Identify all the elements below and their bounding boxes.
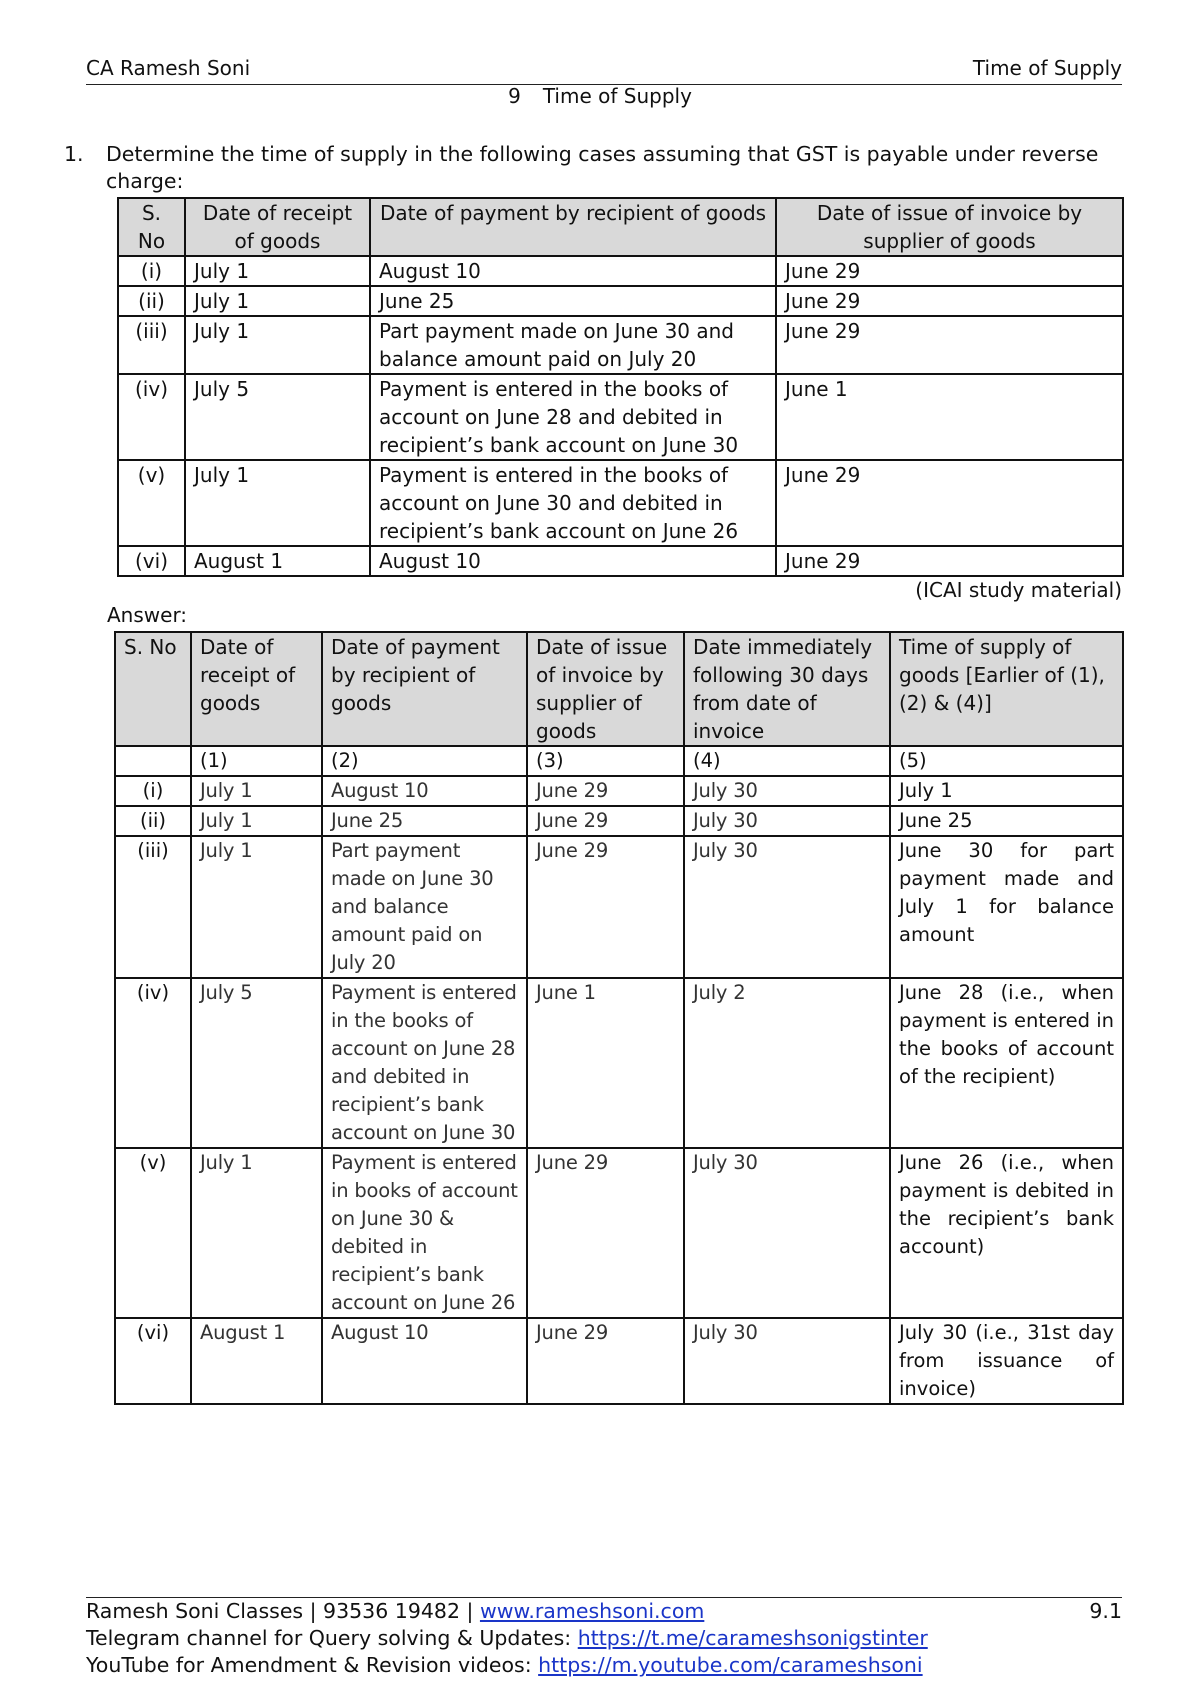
question-table-body	[118, 256, 1123, 576]
column-number: (1)	[191, 746, 322, 776]
table-row	[118, 460, 1123, 546]
header-cell: Date immediately following 30 days from date of invoice	[684, 632, 890, 746]
table-row	[115, 1318, 1123, 1404]
footer-line	[86, 1598, 1122, 1625]
time-of-supply-cell: June 30 for part payment made and July 1 for balance amount	[890, 836, 1123, 978]
row-number: (v)	[115, 1148, 191, 1318]
table-row	[115, 836, 1123, 978]
row-number: (ii)	[115, 806, 191, 836]
table-cell: Payment is entered in the books of account on June 28 and debited in recipient’s bank account on June 30	[370, 374, 776, 460]
footer-line	[86, 1625, 1122, 1652]
table-row	[118, 286, 1123, 316]
table-cell: July 30	[684, 1148, 890, 1318]
header-author: CA Ramesh Soni	[86, 56, 251, 80]
column-number: (5)	[890, 746, 1123, 776]
table-cell: August 1	[191, 1318, 322, 1404]
answer-table-body	[115, 776, 1123, 1404]
table-cell: August 1	[185, 546, 370, 576]
table-cell: June 29	[527, 806, 684, 836]
row-number: (iii)	[115, 836, 191, 978]
column-number: (4)	[684, 746, 890, 776]
table-cell: July 5	[191, 978, 322, 1148]
table-row	[115, 1148, 1123, 1318]
row-number: (v)	[118, 460, 185, 546]
table-cell: July 5	[185, 374, 370, 460]
row-number: (iii)	[118, 316, 185, 374]
table-row	[115, 776, 1123, 806]
time-of-supply-cell: June 28 (i.e., when payment is entered in the books of account of the recipient)	[890, 978, 1123, 1148]
column-number: (2)	[322, 746, 527, 776]
time-of-supply-cell: June 26 (i.e., when payment is debited in the recipient’s bank account)	[890, 1148, 1123, 1318]
row-number: (vi)	[115, 1318, 191, 1404]
table-cell: July 1	[191, 806, 322, 836]
table-cell: July 1	[185, 460, 370, 546]
row-number: (i)	[115, 776, 191, 806]
footer-contact: Ramesh Soni Classes | 93536 19482 |	[86, 1599, 480, 1623]
table-cell: July 1	[191, 776, 322, 806]
table-cell: June 29	[776, 316, 1123, 374]
table-cell: July 30	[684, 776, 890, 806]
table-cell: July 1	[185, 286, 370, 316]
table-cell: August 10	[370, 546, 776, 576]
header-topic: Time of Supply	[972, 56, 1122, 80]
header-cell: Time of supply of goods [Earlier of (1), (2) & (4)]	[890, 632, 1123, 746]
column-number: (3)	[527, 746, 684, 776]
table-cell: June 29	[776, 286, 1123, 316]
header-cell: Date of payment by recipient of goods	[322, 632, 527, 746]
footer-line	[86, 1652, 1122, 1679]
table-cell: June 29	[527, 836, 684, 978]
table-cell: July 30	[684, 806, 890, 836]
answer-table	[114, 631, 1124, 1405]
header-cell: Date of issue of invoice by supplier of goods	[527, 632, 684, 746]
table-cell: June 1	[776, 374, 1123, 460]
header-cell: S. No	[118, 198, 185, 256]
table-cell: Part payment made on June 30 and balance amount paid on July 20	[322, 836, 527, 978]
table-row	[118, 374, 1123, 460]
table-cell: June 25	[322, 806, 527, 836]
question-table	[117, 197, 1124, 577]
table-cell: July 1	[191, 1148, 322, 1318]
telegram-text: Telegram channel for Query solving & Updates:	[86, 1626, 578, 1650]
table-cell: July 1	[185, 316, 370, 374]
table-cell: August 10	[322, 1318, 527, 1404]
question-number: 1.	[64, 142, 84, 166]
row-number: (i)	[118, 256, 185, 286]
source-note: (ICAI study material)	[915, 578, 1122, 602]
table-row	[118, 256, 1123, 286]
answer-label: Answer:	[107, 603, 188, 627]
table-cell: July 30	[684, 1318, 890, 1404]
row-number: (vi)	[118, 546, 185, 576]
header-cell: S. No	[115, 632, 191, 746]
question-text: Determine the time of supply in the following cases assuming that GST is payable under reverse charge:	[106, 142, 1099, 193]
table-row	[118, 316, 1123, 374]
header-cell: Date of payment by recipient of goods	[370, 198, 776, 256]
chapter-number: 9	[508, 84, 521, 108]
table-cell: Payment is entered in books of account on June 30 & debited in recipient’s bank account on June 26	[322, 1148, 527, 1318]
table-cell: Payment is entered in the books of account on June 28 and debited in recipient’s bank account on June 30	[322, 978, 527, 1148]
table-header-row	[118, 198, 1123, 256]
table-cell: July 2	[684, 978, 890, 1148]
time-of-supply-cell: July 30 (i.e., 31st day from issuance of invoice)	[890, 1318, 1123, 1404]
website-link[interactable]: www.rameshsoni.com	[479, 1599, 705, 1623]
table-cell: August 10	[370, 256, 776, 286]
table-cell: June 25	[370, 286, 776, 316]
table-cell: June 29	[527, 1148, 684, 1318]
table-cell: August 10	[322, 776, 527, 806]
table-cell: June 29	[527, 1318, 684, 1404]
column-number-row	[115, 746, 1123, 776]
table-cell: June 29	[776, 546, 1123, 576]
chapter-title	[0, 84, 1200, 108]
table-row	[115, 978, 1123, 1148]
youtube-link[interactable]: https://m.youtube.com/carameshsoni	[538, 1653, 923, 1677]
chapter-name: Time of Supply	[542, 84, 692, 108]
time-of-supply-cell: June 25	[890, 806, 1123, 836]
running-header	[86, 54, 1122, 85]
table-cell: July 1	[185, 256, 370, 286]
table-cell: June 29	[527, 776, 684, 806]
footer	[86, 1597, 1122, 1679]
table-cell: June 29	[776, 460, 1123, 546]
table-cell: June 29	[776, 256, 1123, 286]
page-number: 9.1	[1089, 1599, 1122, 1623]
table-cell: June 1	[527, 978, 684, 1148]
header-cell: Date of receipt of goods	[185, 198, 370, 256]
youtube-text: YouTube for Amendment & Revision videos:	[86, 1653, 539, 1677]
table-cell: Payment is entered in the books of account on June 30 and debited in recipient’s bank account on June 26	[370, 460, 776, 546]
header-cell: Date of receipt of goods	[191, 632, 322, 746]
row-number: (ii)	[118, 286, 185, 316]
row-number: (iv)	[118, 374, 185, 460]
table-cell: July 1	[191, 836, 322, 978]
column-number	[115, 746, 191, 776]
table-cell: Part payment made on June 30 and balance amount paid on July 20	[370, 316, 776, 374]
table-row	[115, 806, 1123, 836]
header-cell: Date of issue of invoice by supplier of goods	[776, 198, 1123, 256]
table-header-row	[115, 632, 1123, 746]
row-number: (iv)	[115, 978, 191, 1148]
table-row	[118, 546, 1123, 576]
time-of-supply-cell: July 1	[890, 776, 1123, 806]
telegram-link[interactable]: https://t.me/carameshsonigstinter	[577, 1626, 928, 1650]
table-cell: July 30	[684, 836, 890, 978]
